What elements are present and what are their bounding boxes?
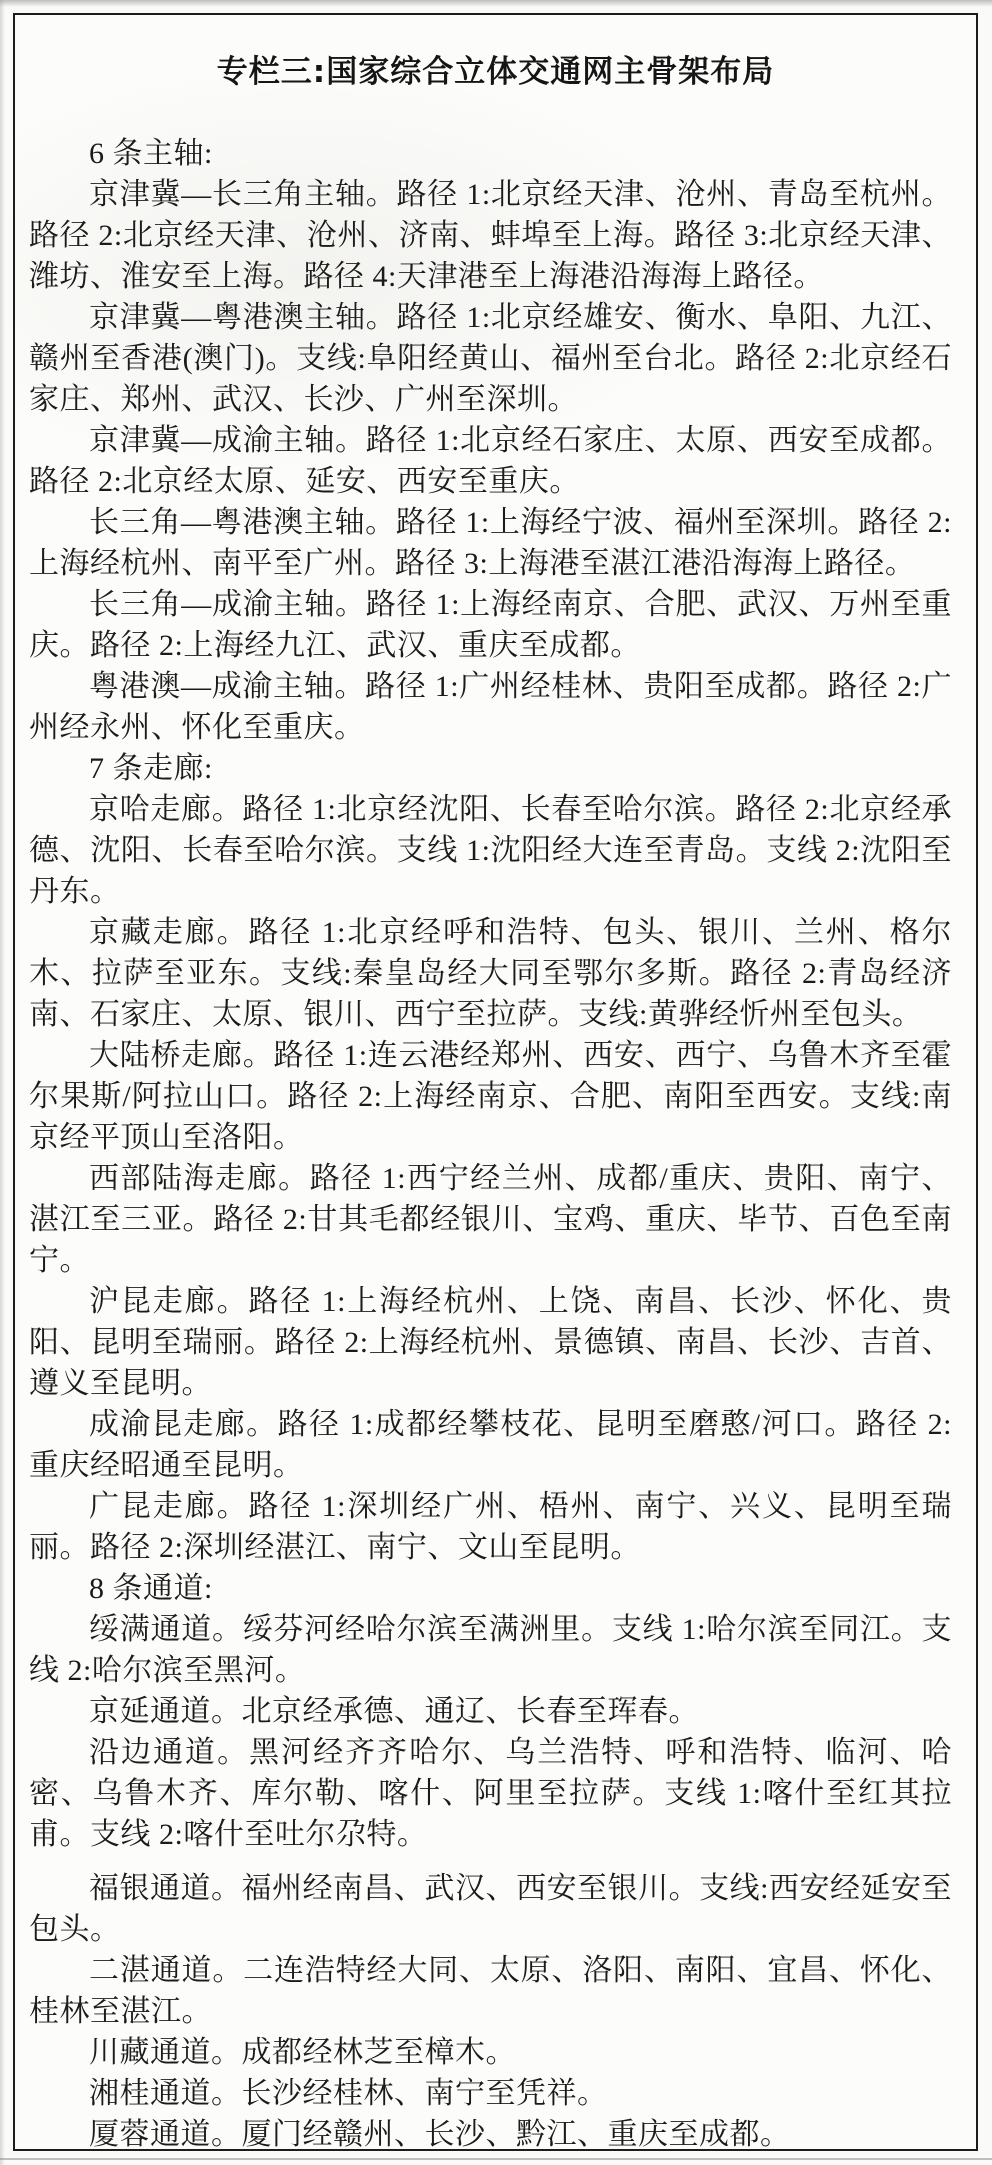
body-paragraph: 京津冀—长三角主轴。路径 1:北京经天津、沧州、青岛至杭州。路径 2:北京经天津、沧州、济南、蚌埠至上海。路径 3:北京经天津、潍坊、淮安至上海。路径 4:天津港至上海港沿海海上路径。 <box>29 178 952 293</box>
section-heading: 6 条主轴: <box>89 137 213 170</box>
body-paragraph: 绥满通道。绥芬河经哈尔滨至满洲里。支线 1:哈尔滨至同江。支线 2:哈尔滨至黑河。 <box>29 1613 952 1687</box>
body-paragraph: 沪昆走廊。路径 1:上海经杭州、上饶、南昌、长沙、怀化、贵阳、昆明至瑞丽。路径 2:上海经杭州、景德镇、南昌、长沙、吉首、遵义至昆明。 <box>29 1285 952 1400</box>
body-paragraph: 西部陆海走廊。路径 1:西宁经兰州、成都/重庆、贵阳、南宁、湛江至三亚。路径 2:甘其毛都经银川、宝鸡、重庆、毕节、百色至南宁。 <box>29 1162 952 1277</box>
body-paragraph: 京津冀—粤港澳主轴。路径 1:北京经雄安、衡水、阜阳、九江、赣州至香港(澳门)。支线:阜阳经黄山、福州至台北。路径 2:北京经石家庄、郑州、武汉、长沙、广州至深圳。 <box>29 301 952 416</box>
body-paragraph: 长三角—粤港澳主轴。路径 1:上海经宁波、福州至深圳。路径 2:上海经杭州、南平至广州。路径 3:上海港至湛江港沿海海上路径。 <box>29 506 952 580</box>
scan-left-edge <box>0 0 5 2165</box>
section-heading: 7 条走廊: <box>89 752 213 785</box>
body-paragraph: 厦蓉通道。厦门经赣州、长沙、黔江、重庆至成都。 <box>89 2118 791 2151</box>
body-paragraph: 沿边通道。黑河经齐齐哈尔、乌兰浩特、呼和浩特、临河、哈密、乌鲁木齐、库尔勒、喀什、阿里至拉萨。支线 1:喀什至红其拉甫。支线 2:喀什至吐尔尕特。 <box>29 1736 952 1851</box>
panel-title: 专栏三:国家综合立体交通网主骨架布局 <box>216 54 775 90</box>
body-paragraph: 京津冀—成渝主轴。路径 1:北京经石家庄、太原、西安至成都。路径 2:北京经太原、延安、西安至重庆。 <box>29 424 952 498</box>
body-paragraph: 二湛通道。二连浩特经大同、太原、洛阳、南阳、宜昌、怀化、桂林至湛江。 <box>29 1954 952 2028</box>
body-paragraph: 福银通道。福州经南昌、武汉、西安至银川。支线:西安经延安至包头。 <box>29 1872 952 1946</box>
body-paragraph: 成渝昆走廊。路径 1:成都经攀枝花、昆明至磨憨/河口。路径 2:重庆经昭通至昆明。 <box>29 1408 952 1482</box>
body-paragraph: 湘桂通道。长沙经桂林、南宁至凭祥。 <box>89 2077 608 2110</box>
body-paragraph: 川藏通道。成都经林芝至樟木。 <box>89 2036 516 2069</box>
body-paragraph: 京藏走廊。路径 1:北京经呼和浩特、包头、银川、兰州、格尔木、拉萨至亚东。支线:秦皇岛经大同至鄂尔多斯。路径 2:青岛经济南、石家庄、太原、银川、西宁至拉萨。支线:黄骅经忻州至包头。 <box>29 916 952 1031</box>
scan-bottom-line <box>0 2158 992 2160</box>
panel-body <box>15 133 976 2151</box>
scan-top-edge <box>0 0 992 7</box>
body-paragraph: 京哈走廊。路径 1:北京经沈阳、长春至哈尔滨。路径 2:北京经承德、沈阳、长春至哈尔滨。支线 1:沈阳经大连至青岛。支线 2:沈阳至丹东。 <box>29 793 952 908</box>
body-paragraph: 大陆桥走廊。路径 1:连云港经郑州、西安、西宁、乌鲁木齐至霍尔果斯/阿拉山口。路径 2:上海经南京、合肥、南阳至西安。支线:南京经平顶山至洛阳。 <box>29 1039 952 1154</box>
body-paragraph: 粤港澳—成渝主轴。路径 1:广州经桂林、贵阳至成都。路径 2:广州经永州、怀化至重庆。 <box>29 670 952 744</box>
section-heading: 8 条通道: <box>89 1572 213 1605</box>
column-panel <box>13 13 978 2151</box>
body-paragraph: 京延通道。北京经承德、通辽、长春至珲春。 <box>89 1695 699 1728</box>
body-paragraph: 广昆走廊。路径 1:深圳经广州、梧州、南宁、兴义、昆明至瑞丽。路径 2:深圳经湛江、南宁、文山至昆明。 <box>29 1490 952 1564</box>
body-paragraph: 长三角—成渝主轴。路径 1:上海经南京、合肥、武汉、万州至重庆。路径 2:上海经九江、武汉、重庆至成都。 <box>29 588 952 662</box>
